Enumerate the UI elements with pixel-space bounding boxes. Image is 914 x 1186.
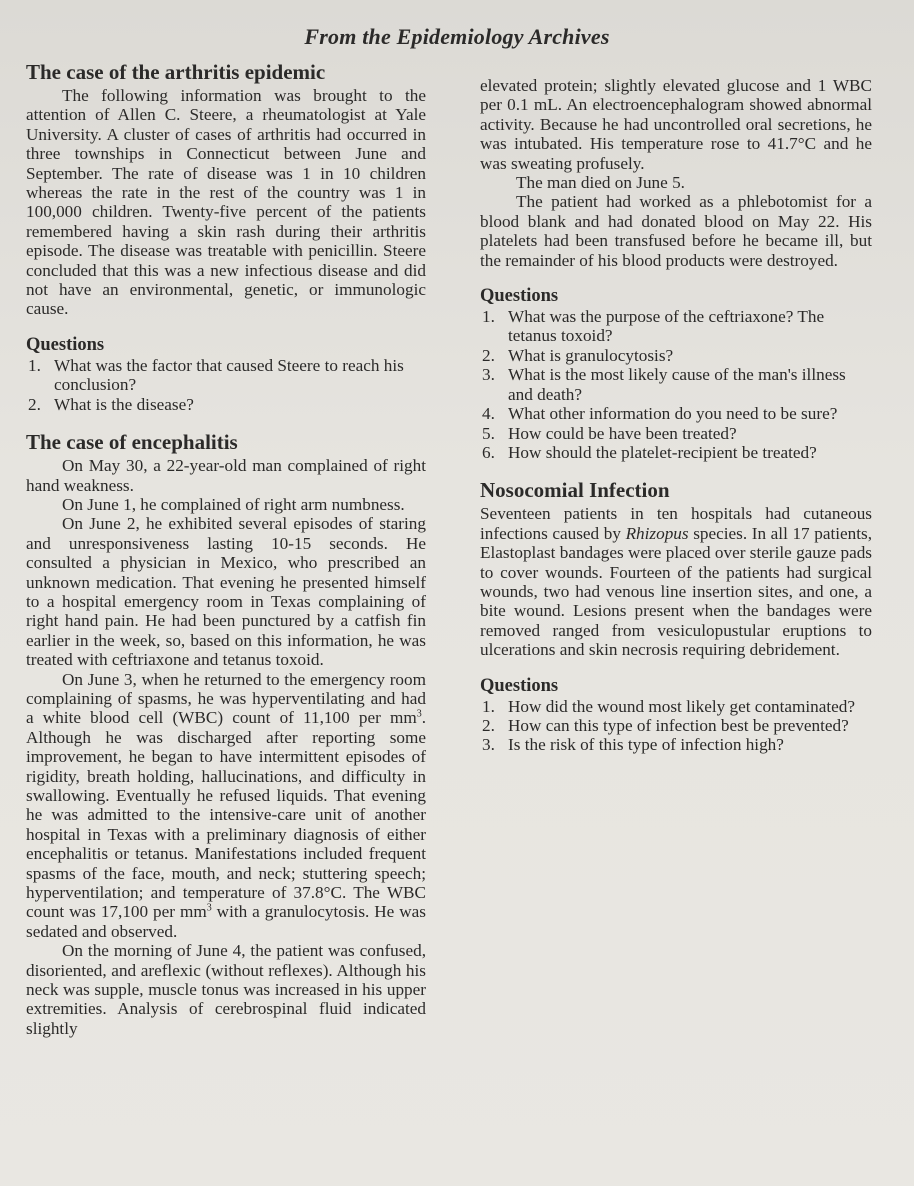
question-item: 2. What is the disease? <box>28 394 194 414</box>
encephalitis-paragraph: The man died on June 5. <box>516 173 685 193</box>
right-column <box>480 76 872 755</box>
question-item: 1. What was the factor that caused Steere to reach his conclusion? <box>28 355 404 395</box>
encephalitis-paragraph: On June 3, when he returned to the emergency room complaining of spasms, he was hyperventilating and had a white blood cell (WBC) count of 11,100 per $mm^3$. Although he was discharged after reporting some improvement, he began to have intermittent episodes of rigidity, breath holding, hallucinations, and difficulty in swallowing. Eventually he refused liquids. That evening he was admitted to the intensive-care unit of another hospital in Texas with a preliminary diagnosis of either encephalitis or tetanus. Manifestations included frequent spasms of the face, mouth, and neck; stuttering speech; hyperventilation; and temperature of 37.8°C. The WBC count was 17,100 per $mm^3$ with a granulocytosis. He was sedated and observed. <box>26 669 426 941</box>
encephalitis-questions <box>480 286 872 462</box>
question-item: 2. How can this type of infection best be prevented? <box>482 715 849 735</box>
arthritis-title: The case of the arthritis epidemic <box>26 60 326 84</box>
nosocomial-case <box>480 478 872 659</box>
arthritis-question-list <box>26 356 426 414</box>
encephalitis-paragraph-tail: elevated protein; slightly elevated glucose and 1 WBC per 0.1 mL. An electroencephalogram showed abnormal activity. Because he had uncontrolled oral secretions, he was intubated. His temperature rose to 41.7°C and he was sweating profusely. <box>480 76 872 173</box>
encephalitis-paragraph: On June 1, he complained of right arm numbness. <box>62 494 405 514</box>
encephalitis-paragraph: On May 30, a 22-year-old man complained of right hand weakness. <box>26 456 426 495</box>
encephalitis-title: The case of encephalitis <box>26 430 238 455</box>
nosocomial-text: Seventeen patients in ten hospitals had cutaneous infections caused by Rhizopus species. In all 17 patients, Elastoplast bandages were placed over sterile gauze pads to cover wounds. Fourteen of the patients had surgical wounds, two had venous line insertion sites, and one, a bite wound. Lesions present when the bandages were removed ranged from vesiculopustular eruptions to ulcerations and skin necrosis requiring debridement. <box>480 504 872 660</box>
page-header: From the Epidemiology Archives <box>304 24 610 49</box>
encephalitis-paragraph-continued: On the morning of June 4, the patient was confused, disoriented, and areflexic (without reflexes). Although his neck was supple, muscle tonus was increased in his upper extremities. Analysis of cerebrospinal fluid indicated slightly <box>26 941 426 1038</box>
nosocomial-questions <box>480 676 872 755</box>
arthritis-questions-heading: Questions <box>26 334 105 355</box>
arthritis-case <box>26 60 426 319</box>
question-item: 3. Is the risk of this type of infection high? <box>482 735 784 755</box>
question-item: 1. What was the purpose of the ceftriaxone? The tetanus toxoid? <box>482 307 825 346</box>
question-item: 5. How could be have been treated? <box>482 423 737 443</box>
nosocomial-title: Nosocomial Infection <box>480 478 670 503</box>
question-item: 1. How did the wound most likely get contaminated? <box>482 696 856 716</box>
genus-name: Rhizopus <box>625 523 689 543</box>
encephalitis-continued <box>480 76 872 270</box>
question-item: 6. How should the platelet-recipient be treated? <box>482 442 817 462</box>
encephalitis-paragraph: The patient had worked as a phlebotomist for a blood blank and had donated blood on May 22. His platelets had been transfused before he became ill, but the remainder of his blood products were destroyed. <box>480 192 872 270</box>
nosocomial-questions-heading: Questions <box>480 675 559 696</box>
encephalitis-question-list <box>480 307 872 462</box>
encephalitis-questions-heading: Questions <box>480 286 559 307</box>
question-item: 4. What other information do you need to be sure? <box>482 404 838 424</box>
arthritis-text: The following information was brought to the attention of Allen C. Steere, a rheumatologist at Yale University. A cluster of cases of arthritis had occurred in three townships in Connecticut between June and September. The rate of disease was 1 in 10 children whereas the rate in the rest of the country was 1 in 100,000 children. Twenty-five percent of the patients remembered having a skin rash during their arthritis episode. The disease was treatable with penicillin. Steere concluded that this was a new infectious disease and did not have an environmental, genetic, or immunologic cause. <box>26 86 426 319</box>
question-item: 3. What is the most likely cause of the man's illness and death? <box>482 365 846 404</box>
encephalitis-paragraph: On June 2, he exhibited several episodes of staring and unresponsiveness lasting 10-15 seconds. He consulted a physician in Mexico, who prescribed an unknown medication. That evening he presented himself to a hospital emergency room in Texas complaining of right hand pain. He had been punctured by a catfish fin earlier in the week, so, based on this information, he was treated with ceftriaxone and tetanus toxoid. <box>26 514 426 670</box>
left-column <box>26 60 426 1038</box>
arthritis-questions <box>26 335 426 414</box>
question-item: 2. What is granulocytosis? <box>482 345 674 365</box>
nosocomial-question-list <box>480 697 872 755</box>
encephalitis-case <box>26 430 426 1038</box>
